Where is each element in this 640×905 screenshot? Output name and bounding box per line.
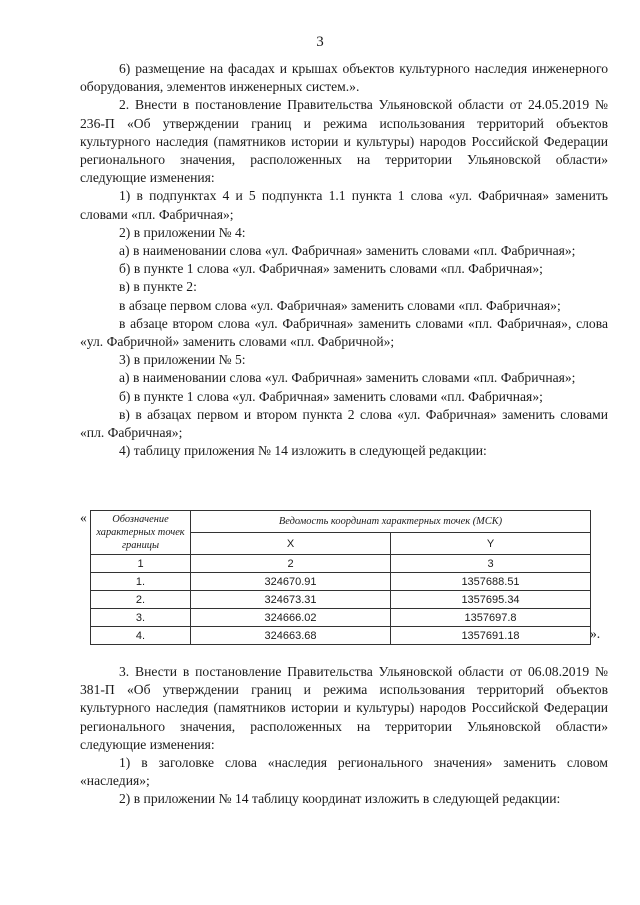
- header-x: X: [191, 533, 391, 555]
- x-value: 324663.68: [191, 627, 391, 645]
- x-value: 324673.31: [191, 591, 391, 609]
- y-value: 1357697.8: [391, 609, 591, 627]
- x-value: 324670.91: [191, 573, 391, 591]
- point-number: 3.: [91, 609, 191, 627]
- coordinates-table-block: [80, 510, 608, 644]
- body-text-top: [80, 60, 608, 460]
- clause-3: 3. Внести в постановление Правительства Ульяновской области от 06.08.2019 № 381-П «Об утверждении границ и режима использования территорий объектов культурного наследия (памятников истории и культуры) народов Российской Федерации регионального значения, расположенных на территории Ульяновской области» следующие изменения:: [80, 664, 608, 752]
- clause-2-2: 2) в приложении № 4:: [119, 224, 246, 240]
- clause-2-4: 4) таблицу приложения № 14 изложить в следующей редакции:: [119, 443, 487, 459]
- y-value: 1357695.34: [391, 591, 591, 609]
- table-row: [91, 609, 591, 627]
- clause-3-2: 2) в приложении № 14 таблицу координат изложить в следующей редакции:: [119, 791, 561, 807]
- clause-2-1: 1) в подпунктах 4 и 5 подпункта 1.1 пункта 1 слова «ул. Фабричная» заменить словами «пл. Фабричная»;: [80, 188, 608, 222]
- table-row: [91, 573, 591, 591]
- clause-3-1: 1) в заголовке слова «наследия регионального значения» заменить словом «наследия»;: [80, 755, 608, 789]
- body-text-bottom: [80, 663, 608, 809]
- point-number: 2.: [91, 591, 191, 609]
- clause-2-2-b: б) в пункте 1 слова «ул. Фабричная» заменить словами «пл. Фабричная»;: [119, 261, 543, 277]
- table-row: [91, 627, 591, 645]
- y-value: 1357688.51: [391, 573, 591, 591]
- clause-2-2-v-second: в абзаце втором слова «ул. Фабричная» заменить словами «пл. Фабричная», слова «ул. Фабричной» заменить словами «пл. Фабричной»;: [80, 315, 608, 350]
- table-row: [91, 591, 591, 609]
- clause-2-3-b: б) в пункте 1 слова «ул. Фабричная» заменить словами «пл. Фабричная»;: [119, 388, 543, 404]
- clause-2-2-v: в) в пункте 2:: [119, 279, 197, 295]
- coordinates-table: [90, 510, 591, 645]
- col-number: 2: [191, 555, 391, 573]
- clause-2-2-a: а) в наименовании слова «ул. Фабричная» заменить словами «пл. Фабричная»;: [119, 243, 576, 259]
- col-number: 3: [391, 555, 591, 573]
- clause-1-6: 6) размещение на фасадах и крышах объектов культурного наследия инженерного оборудования, элементов инженерных систем.».: [80, 61, 608, 95]
- point-number: 1.: [91, 573, 191, 591]
- clause-2-3-a: а) в наименовании слова «ул. Фабричная» заменить словами «пл. Фабричная»;: [119, 370, 576, 386]
- clause-2-2-v-first: в абзаце первом слова «ул. Фабричная» заменить словами «пл. Фабричная»;: [119, 297, 561, 313]
- clause-2-3-v: в) в абзацах первом и втором пункта 2 слова «ул. Фабричная» заменить словами «пл. Фабричная»;: [80, 406, 608, 441]
- clause-2: 2. Внести в постановление Правительства Ульяновской области от 24.05.2019 № 236-П «Об утверждении границ и режима использования территорий объектов культурного наследия (памятников истории и культуры) народов Российской Федерации регионального значения, расположенных на территории Ульяновской области» следующие изменения:: [80, 97, 608, 186]
- y-value: 1357691.18: [391, 627, 591, 645]
- x-value: 324666.02: [191, 609, 391, 627]
- header-y: Y: [391, 533, 591, 555]
- table-close-quote: ».: [590, 626, 601, 641]
- table-open-quote: «: [80, 510, 87, 525]
- col-number: 1: [91, 555, 191, 573]
- header-coordinates-group: Ведомость координат характерных точек (МСК): [191, 511, 591, 533]
- clause-2-3: 3) в приложении № 5:: [119, 352, 246, 368]
- page-number: 3: [316, 34, 324, 50]
- point-number: 4.: [91, 627, 191, 645]
- header-point-label: Обозначение характерных точек границы: [91, 511, 191, 555]
